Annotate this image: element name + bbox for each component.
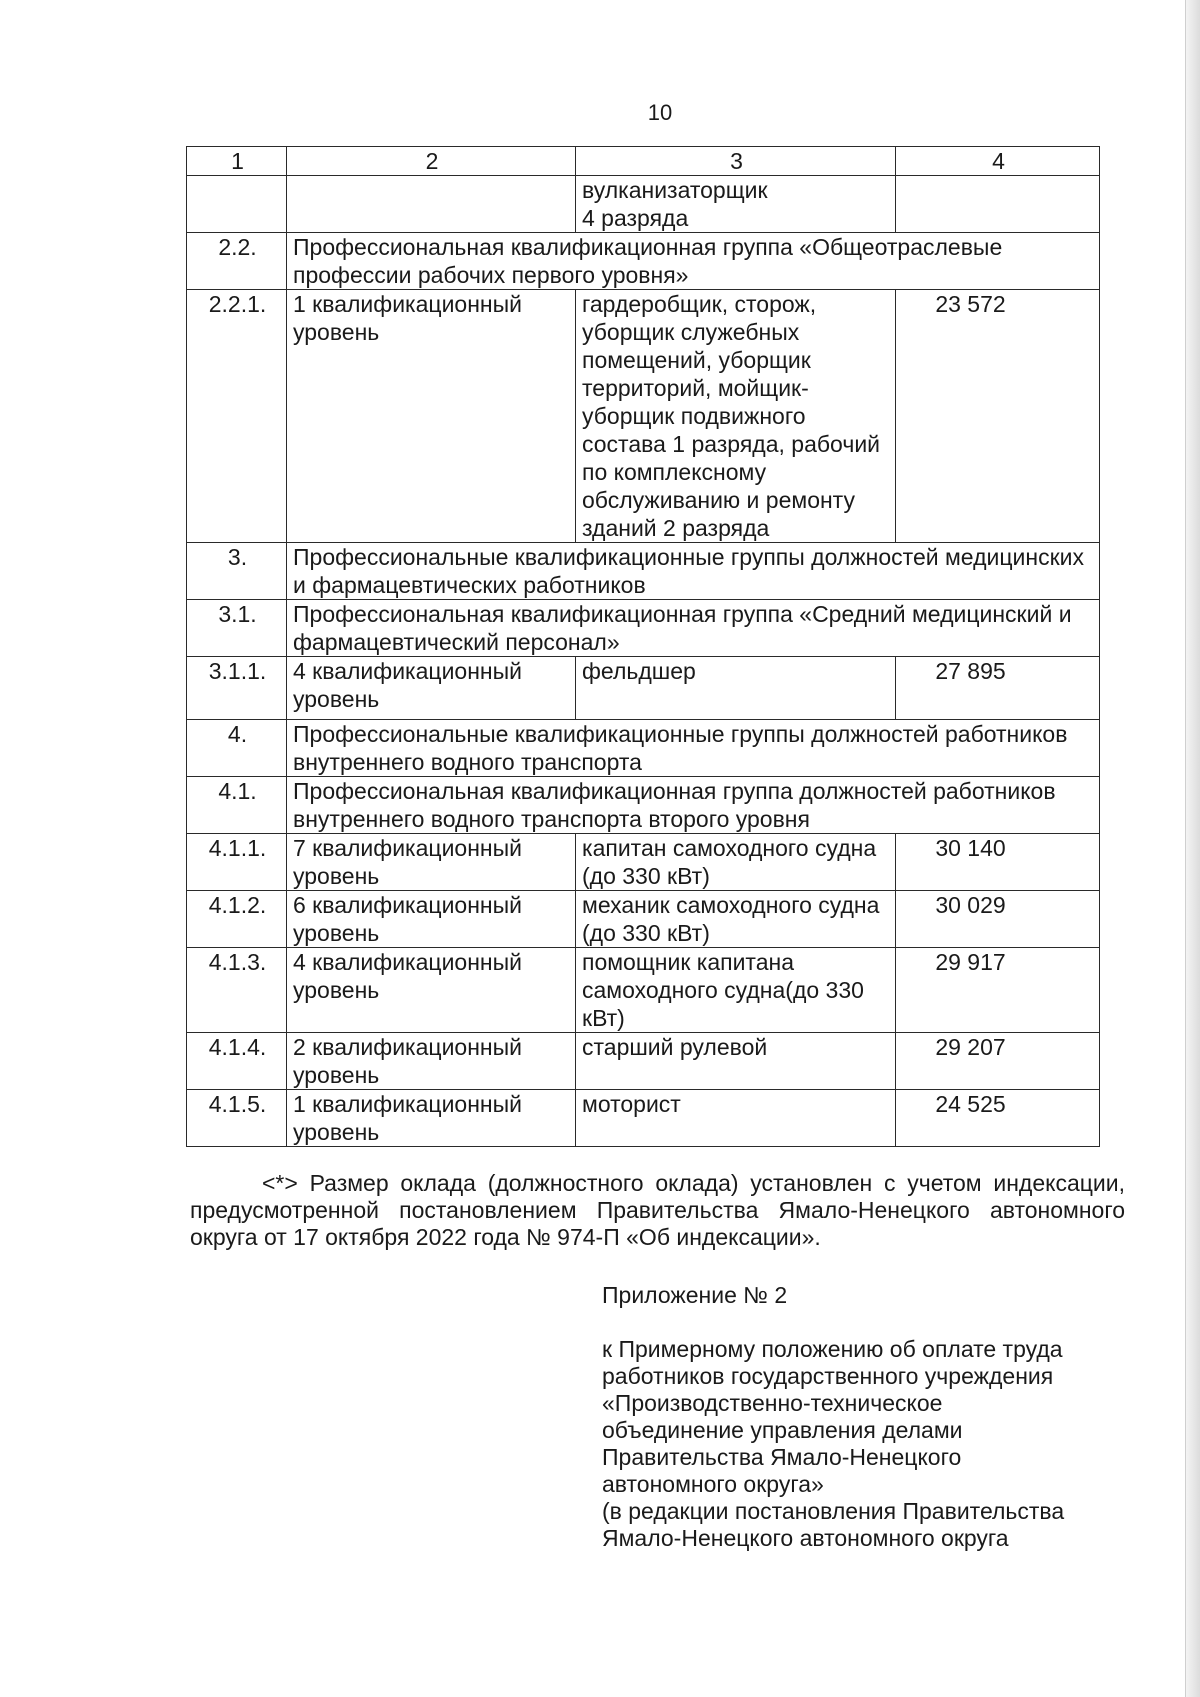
row-number: 4.1.1. xyxy=(187,834,287,891)
row-salary: 29 917 xyxy=(896,948,1100,1033)
row-group-title: Профессиональные квалификационные группы должностей работников внутреннего водного транспорта xyxy=(287,720,1100,777)
row-level: 2 квалификационный уровень xyxy=(287,1033,576,1090)
table-group-row xyxy=(187,600,1100,657)
appendix-line: к Примерному положению об оплате труда xyxy=(602,1336,1063,1362)
footnote: <*> Размер оклада (должностного оклада) установлен с учетом индексации, предусмотренной постановлением Правительства Ямало-Ненецкого автономного округа от 17 октября 2022 года № 974-П «Об индексации». xyxy=(190,1170,1125,1250)
salary-table xyxy=(186,146,1100,1147)
table-row xyxy=(187,657,1100,720)
table-row xyxy=(187,176,1100,233)
row-number: 3.1. xyxy=(187,600,287,657)
row-number: 4.1.5. xyxy=(187,1090,287,1147)
page-edge-shadow xyxy=(1185,0,1200,1697)
row-number: 4.1.3. xyxy=(187,948,287,1033)
row-position: старший рулевой xyxy=(576,1033,896,1090)
row-position: моторист xyxy=(576,1090,896,1147)
table-row xyxy=(187,834,1100,891)
row-level: 7 квалификационный уровень xyxy=(287,834,576,891)
table-group-row xyxy=(187,720,1100,777)
header-cell: 3 xyxy=(576,147,896,176)
appendix-line: (в редакции постановления Правительства xyxy=(602,1498,1065,1524)
table-row xyxy=(187,948,1100,1033)
row-number: 4.1.4. xyxy=(187,1033,287,1090)
appendix-title: Приложение № 2 xyxy=(602,1282,788,1308)
appendix-line: объединение управления делами xyxy=(602,1417,963,1443)
row-number: 3.1.1. xyxy=(187,657,287,720)
appendix-line: «Производственно-техническое xyxy=(602,1390,943,1416)
row-level: 6 квалификационный уровень xyxy=(287,891,576,948)
table-header-row xyxy=(187,147,1100,176)
header-cell: 1 xyxy=(187,147,287,176)
row-number: 4. xyxy=(187,720,287,777)
row-position: помощник капитана самоходного судна(до 330 кВт) xyxy=(576,948,896,1033)
row-salary xyxy=(896,176,1100,233)
row-salary: 23 572 xyxy=(896,290,1100,543)
row-number xyxy=(187,176,287,233)
row-position: фельдшер xyxy=(576,657,896,720)
table-row xyxy=(187,290,1100,543)
header-cell: 2 xyxy=(287,147,576,176)
appendix-line: Ямало-Ненецкого автономного округа xyxy=(602,1525,1009,1551)
appendix-line: работников государственного учреждения xyxy=(602,1363,1054,1389)
page-number: 10 xyxy=(647,100,673,125)
row-number: 2.2. xyxy=(187,233,287,290)
row-salary: 27 895 xyxy=(896,657,1100,720)
row-position: механик самоходного судна (до 330 кВт) xyxy=(576,891,896,948)
table-group-row xyxy=(187,777,1100,834)
appendix-line: автономного округа» xyxy=(602,1471,824,1497)
row-number: 4.1. xyxy=(187,777,287,834)
row-level xyxy=(287,176,576,233)
appendix-caption xyxy=(602,1336,1122,1552)
table-row xyxy=(187,1090,1100,1147)
row-salary: 30 140 xyxy=(896,834,1100,891)
row-number: 3. xyxy=(187,543,287,600)
row-level: 1 квалификационный уровень xyxy=(287,1090,576,1147)
table-row xyxy=(187,891,1100,948)
header-cell: 4 xyxy=(896,147,1100,176)
row-group-title: Профессиональная квалификационная группа должностей работников внутреннего водного транспорта второго уровня xyxy=(287,777,1100,834)
row-group-title: Профессиональная квалификационная группа «Общеотраслевые профессии рабочих первого уровня» xyxy=(287,233,1100,290)
row-position: капитан самоходного судна (до 330 кВт) xyxy=(576,834,896,891)
row-position: гардеробщик, сторож, уборщик служебных помещений, уборщик территорий, мойщик-уборщик подвижного состава 1 разряда, рабочий по комплексному обслуживанию и ремонту зданий 2 разряда xyxy=(576,290,896,543)
table-group-row xyxy=(187,543,1100,600)
row-group-title: Профессиональные квалификационные группы должностей медицинских и фармацевтических работников xyxy=(287,543,1100,600)
row-number: 2.2.1. xyxy=(187,290,287,543)
row-position: вулканизаторщик 4 разряда xyxy=(576,176,896,233)
row-salary: 24 525 xyxy=(896,1090,1100,1147)
row-level: 4 квалификационный уровень xyxy=(287,657,576,720)
table-group-row xyxy=(187,233,1100,290)
row-salary: 29 207 xyxy=(896,1033,1100,1090)
row-salary: 30 029 xyxy=(896,891,1100,948)
row-number: 4.1.2. xyxy=(187,891,287,948)
table-row xyxy=(187,1033,1100,1090)
row-group-title: Профессиональная квалификационная группа «Средний медицинский и фармацевтический персонал» xyxy=(287,600,1100,657)
appendix-line: Правительства Ямало-Ненецкого xyxy=(602,1444,962,1470)
row-level: 1 квалификационный уровень xyxy=(287,290,576,543)
row-level: 4 квалификационный уровень xyxy=(287,948,576,1033)
